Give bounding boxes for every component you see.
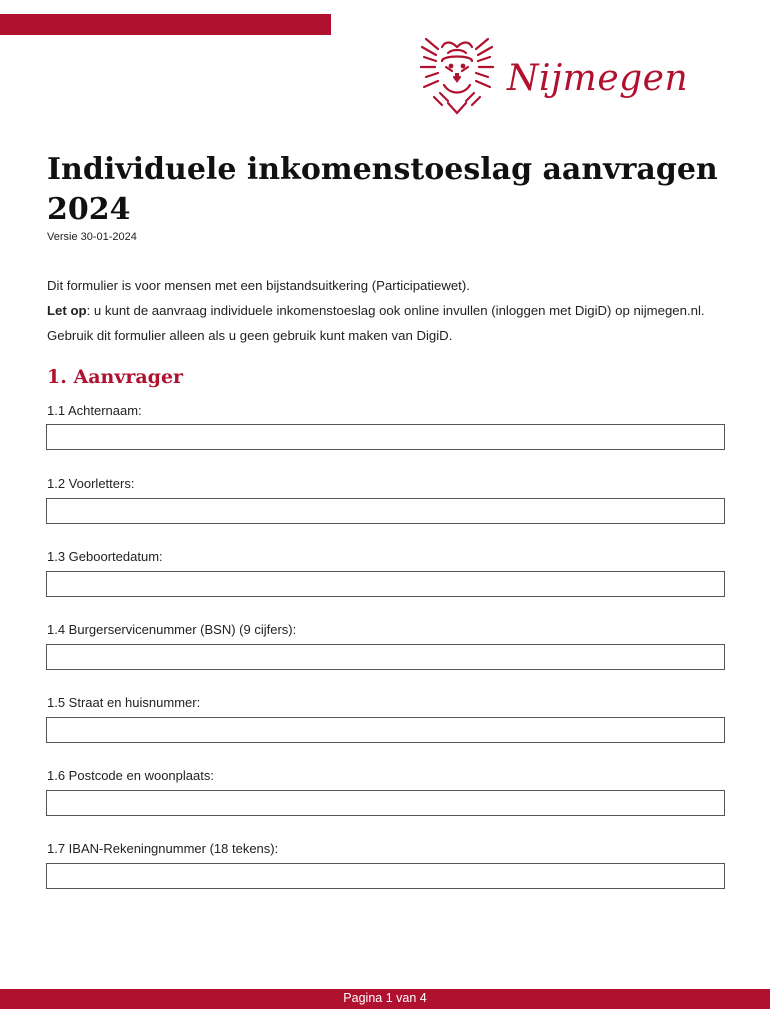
page-title: Individuele inkomenstoeslag aanvragen 2024 [47, 152, 718, 227]
voorletters-input[interactable] [46, 498, 725, 524]
let-op-text: : u kunt de aanvraag individuele inkomenstoeslag ook online invullen (inloggen met DigiD) op nijmegen.nl. Gebruik dit formulier alleen als u geen gebruik kunt maken van DigiD. [47, 303, 705, 343]
bsn-input[interactable] [46, 644, 725, 670]
header-accent-bar [0, 14, 331, 35]
achternaam-input[interactable] [46, 424, 725, 450]
iban-input[interactable] [46, 863, 725, 889]
nijmegen-logo [418, 33, 688, 117]
field-label-voorletters: 1.2 Voorletters: [47, 476, 135, 491]
field-label-straat-huisnummer: 1.5 Straat en huisnummer: [47, 695, 201, 710]
postcode-woonplaats-input[interactable] [46, 790, 725, 816]
field-label-bsn: 1.4 Burgerservicenummer (BSN) (9 cijfers): [47, 622, 297, 637]
intro-line: Dit formulier is voor mensen met een bijstandsuitkering (Participatiewet). [47, 278, 470, 293]
straat-huisnummer-input[interactable] [46, 717, 725, 743]
intro-text [47, 273, 737, 348]
section-title-aanvrager: 1. Aanvrager [47, 366, 184, 388]
field-label-geboortedatum: 1.3 Geboortedatum: [47, 549, 163, 564]
footer-bar [0, 989, 770, 1009]
field-label-iban: 1.7 IBAN-Rekeningnummer (18 tekens): [47, 841, 279, 856]
let-op-label: Let op [47, 303, 87, 318]
geboortedatum-input[interactable] [46, 571, 725, 597]
version-label: Versie 30-01-2024 [47, 231, 137, 243]
logo-text: Nijmegen [507, 58, 689, 99]
page-number: Pagina 1 van 4 [343, 991, 427, 1005]
lion-emblem-icon [418, 33, 496, 117]
field-label-postcode-woonplaats: 1.6 Postcode en woonplaats: [47, 768, 214, 783]
field-label-achternaam: 1.1 Achternaam: [47, 403, 142, 418]
